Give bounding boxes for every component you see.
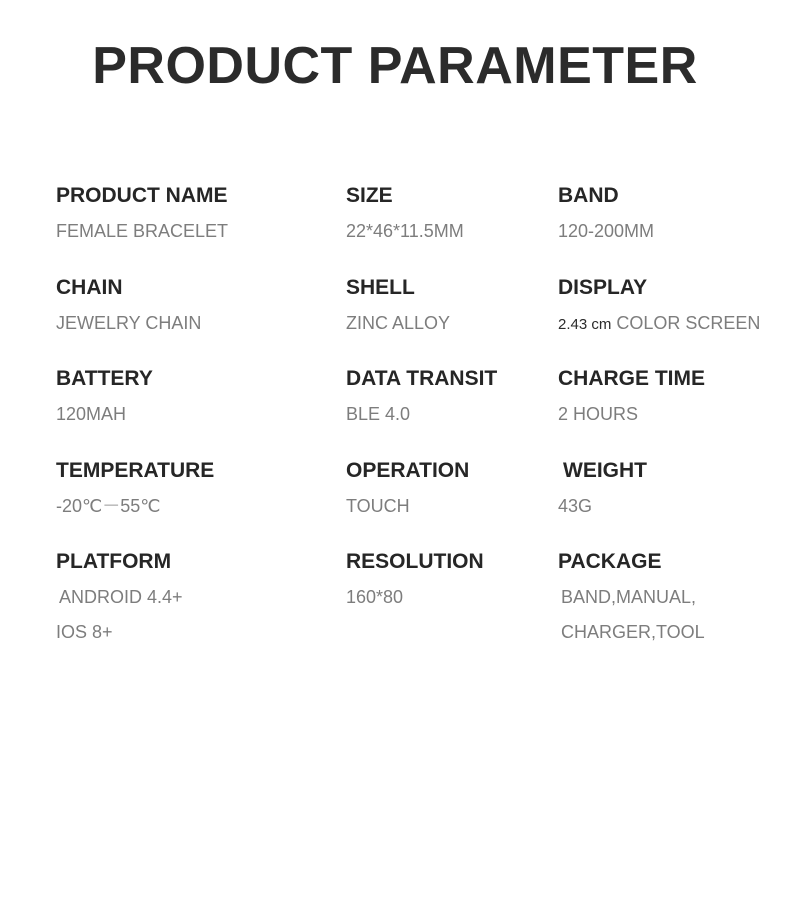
- spec-cell-battery: [56, 366, 346, 427]
- spec-cell-temperature: [56, 458, 346, 519]
- spec-label: WEIGHT: [563, 458, 647, 482]
- spec-cell-charge-time: [558, 366, 778, 427]
- spec-value: FEMALE BRACELET: [56, 221, 229, 242]
- spec-value: -20℃－55℃: [56, 495, 161, 516]
- spec-cell-operation: [346, 458, 558, 519]
- spec-label: BATTERY: [56, 367, 153, 391]
- spec-value: 120MAH: [56, 404, 127, 425]
- spec-cell-resolution: [346, 549, 558, 644]
- spec-label: SIZE: [346, 184, 393, 207]
- display-size-value: 2.43 cm: [558, 315, 612, 333]
- spec-label: PLATFORM: [56, 550, 172, 574]
- spec-cell-band: [558, 183, 778, 244]
- spec-value: BAND,MANUAL,: [561, 587, 697, 608]
- display-type-value: COLOR SCREEN: [616, 312, 761, 333]
- spec-row: [56, 458, 778, 519]
- spec-cell-size: [346, 183, 558, 244]
- spec-cell-display: [558, 275, 778, 336]
- spec-label: SHELL: [346, 275, 415, 299]
- spec-label: RESOLUTION: [346, 550, 484, 574]
- spec-cell-chain: [56, 275, 346, 336]
- spec-label: PACKAGE: [558, 550, 662, 574]
- spec-cell-package: [558, 549, 778, 644]
- spec-label: BAND: [558, 184, 619, 207]
- spec-label: CHAIN: [56, 275, 123, 299]
- spec-label: PRODUCT NAME: [56, 184, 228, 207]
- spec-value-secondary: CHARGER,TOOL: [561, 621, 705, 642]
- spec-value: 43G: [558, 495, 593, 516]
- spec-value: BLE 4.0: [346, 404, 411, 425]
- spec-label: CHARGE TIME: [558, 367, 705, 391]
- spec-value: 120-200MM: [558, 221, 655, 242]
- spec-row: [56, 549, 778, 644]
- spec-cell-shell: [346, 275, 558, 336]
- spec-grid: [56, 183, 778, 675]
- page-title: PRODUCT PARAMETER: [92, 37, 698, 95]
- spec-value-display: [558, 311, 778, 335]
- spec-value: JEWELRY CHAIN: [56, 312, 202, 333]
- spec-value-secondary: IOS 8+: [56, 621, 113, 642]
- spec-value: 22*46*11.5MM: [346, 221, 464, 242]
- spec-label: OPERATION: [346, 458, 470, 482]
- spec-value: TOUCH: [346, 495, 410, 516]
- spec-cell-weight: [558, 458, 778, 519]
- spec-cell-data-transit: [346, 366, 558, 427]
- spec-value: ANDROID 4.4+: [59, 587, 183, 608]
- spec-value: 160*80: [346, 587, 404, 608]
- spec-row: [56, 183, 778, 244]
- spec-cell-product-name: [56, 183, 346, 244]
- spec-label: DISPLAY: [558, 275, 648, 299]
- spec-label: DATA TRANSIT: [346, 367, 498, 391]
- spec-cell-platform: [56, 549, 346, 644]
- spec-row: [56, 275, 778, 336]
- spec-value: ZINC ALLOY: [346, 312, 451, 333]
- spec-value: 2 HOURS: [558, 404, 639, 425]
- spec-label: TEMPERATURE: [56, 458, 215, 482]
- spec-row: [56, 366, 778, 427]
